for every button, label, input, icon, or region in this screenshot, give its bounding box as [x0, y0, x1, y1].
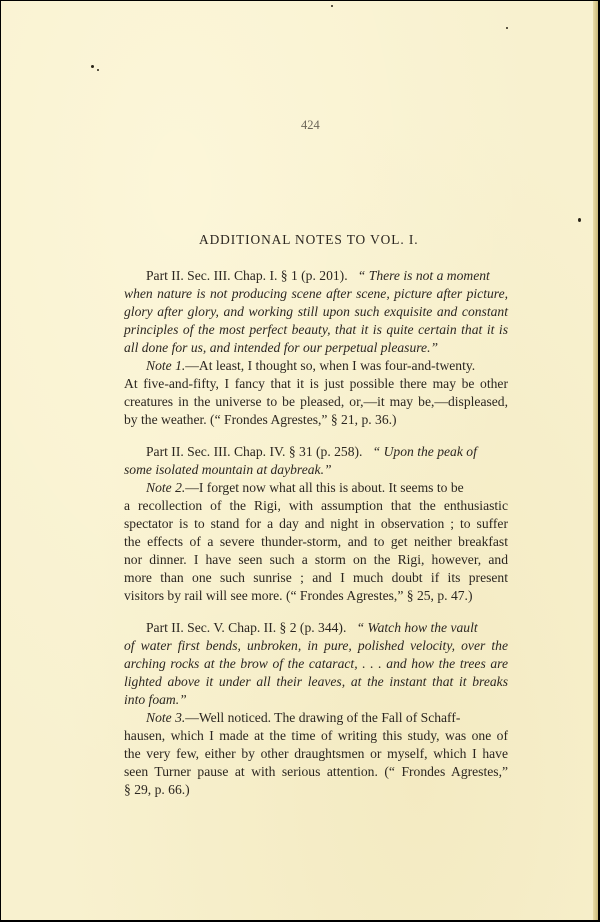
quote-line: lighted above it under all their leaves, at the instant that it breaks	[124, 674, 508, 689]
page-number: 424	[301, 118, 320, 132]
note-line: Note 1.—At least, I thought so, when I was four-and-twenty.	[146, 358, 476, 373]
section-reference: Part II. Sec. III. Chap. IV. § 31 (p. 258). “ Upon the peak of	[146, 444, 477, 459]
section-reference: Part II. Sec. III. Chap. I. § 1 (p. 201). “ There is not a moment	[146, 268, 490, 283]
section-reference: Part II. Sec. V. Chap. II. § 2 (p. 344). “ Watch how the vault	[146, 620, 478, 635]
note-line: hausen, which I made at the time of writing this study, was one of	[124, 728, 508, 743]
quote-line: glory after glory, and working still upon such exquisite and constant	[124, 304, 508, 319]
quote-line: some isolated mountain at daybreak.”	[124, 462, 332, 477]
note-line: spectator is to stand for a day and night in observation ; to suffer	[124, 516, 508, 531]
quote-line: of water first bends, unbroken, in pure, polished velocity, over the	[124, 638, 508, 653]
note-line: At five-and-fifty, I fancy that it is just possible there may be other	[124, 376, 508, 391]
note-line: seen Turner pause at with serious attention. (“ Frondes Agrestes,”	[124, 764, 508, 779]
scan-speck	[578, 218, 581, 222]
quote-line: when nature is not producing scene after scene, picture after picture,	[124, 286, 508, 301]
quote-text: “ There is not a moment	[357, 268, 490, 283]
note-line: visitors by rail will see more. (“ Frondes Agrestes,” § 25, p. 47.)	[124, 588, 473, 603]
note-label: Note 3.	[146, 710, 186, 725]
note-line: a recollection of the Rigi, with assumption that the enthusiastic	[124, 498, 508, 513]
note-line: by the weather. (“ Frondes Agrestes,” § 21, p. 36.)	[124, 412, 397, 427]
scan-speck	[331, 5, 333, 7]
scan-speck	[506, 27, 508, 29]
note-line: the effects of a severe thunder-storm, and to get neither breakfast	[124, 534, 508, 549]
quote-line: arching rocks at the brow of the cataract, . . . and how the trees are	[124, 656, 508, 671]
note-label: Note 1.	[146, 358, 186, 373]
quote-line: all done for us, and intended for our perpetual pleasure.”	[124, 340, 439, 355]
scan-speck	[97, 69, 99, 71]
quote-line: principles of the most perfect beauty, that it is quite certain that it is	[124, 322, 508, 337]
note-line: Note 2.—I forget now what all this is about. It seems to be	[146, 480, 464, 495]
scan-speck	[91, 65, 94, 68]
note-line: § 29, p. 66.)	[124, 782, 190, 797]
page-heading: ADDITIONAL NOTES TO VOL. I.	[199, 232, 419, 247]
note-label: Note 2.	[146, 480, 186, 495]
note-line: creatures in the universe to be pleased, or,—it may be,—displeased,	[124, 394, 508, 409]
note-line: the very few, either by other draughtsmen or myself, which I have	[124, 746, 508, 761]
note-line: more than one such sunrise ; and I much doubt if its present	[124, 570, 508, 585]
quote-line: into foam.”	[124, 692, 187, 707]
quote-text: “ Upon the peak of	[372, 444, 477, 459]
book-page	[1, 1, 598, 920]
page-edge-shadow	[593, 1, 598, 920]
quote-text: “ Watch how the vault	[356, 620, 478, 635]
note-line: Note 3.—Well noticed. The drawing of the Fall of Schaff-	[146, 710, 461, 725]
note-line: nor dinner. I have seen such a storm on the Rigi, however, and	[124, 552, 508, 567]
